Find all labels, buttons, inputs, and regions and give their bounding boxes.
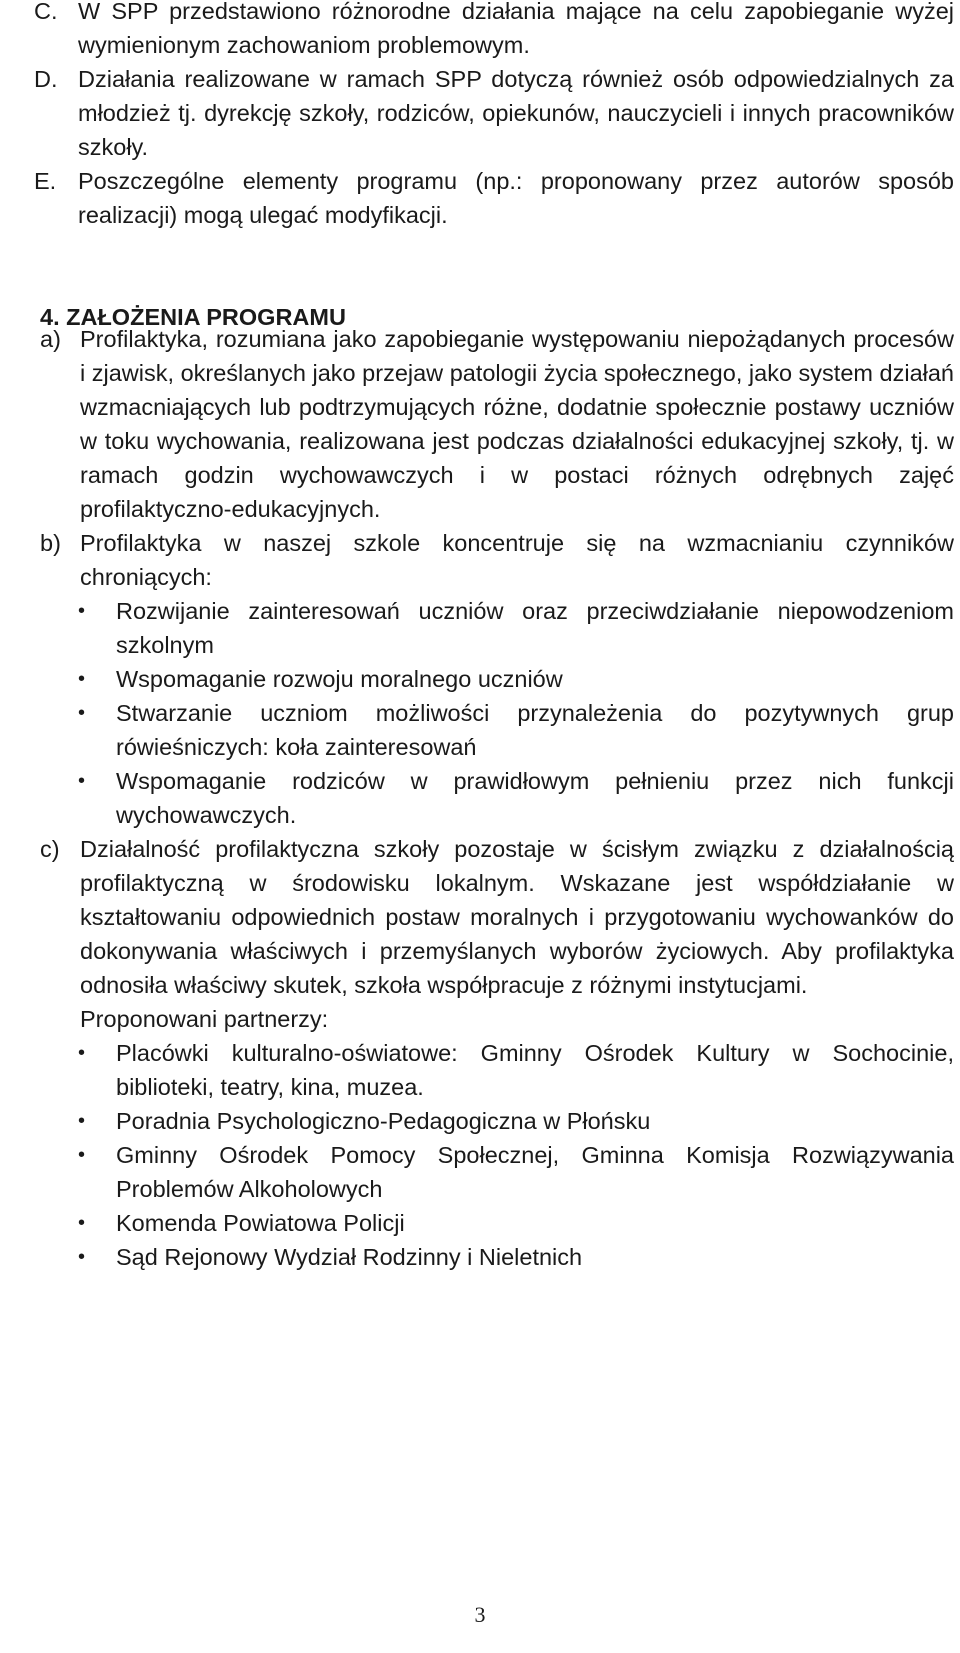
list-item xyxy=(40,1138,954,1206)
upper-list xyxy=(34,0,954,232)
protective-factors-list xyxy=(40,594,954,832)
partners-label: Proponowani partnerzy: xyxy=(80,1006,329,1032)
list-item xyxy=(40,764,954,832)
bullet-text: Wspomaganie rodziców w prawidłowym pełnieniu przez nich funkcji wychowawczych. xyxy=(116,768,954,828)
list-text: Poszczególne elementy programu (np.: proponowany przez autorów sposób realizacji) mogą ulegać modyfikacji. xyxy=(78,168,954,228)
subsection-a xyxy=(40,322,954,526)
bullet-icon: • xyxy=(78,1212,86,1234)
bullet-icon: • xyxy=(78,770,86,792)
subsection-label: c) xyxy=(40,836,60,862)
subsection-b xyxy=(40,526,954,594)
subsection-b-content xyxy=(80,526,954,594)
bullet-icon: • xyxy=(78,1042,86,1064)
list-item-d xyxy=(34,62,954,164)
list-label: C. xyxy=(34,0,58,24)
list-item-e xyxy=(34,164,954,232)
bullet-text: Sąd Rejonowy Wydział Rodzinny i Nieletnich xyxy=(116,1244,583,1270)
section-body xyxy=(40,322,954,1274)
page-number: 3 xyxy=(474,1602,486,1627)
bullet-text: Rozwijanie zainteresowań uczniów oraz przeciwdziałanie niepowodzeniom szkolnym xyxy=(116,598,954,658)
subsection-text: Profilaktyka, rozumiana jako zapobieganie występowaniu niepożądanych procesów i zjawisk, określanych jako przejaw patologii życia społecznego, jako system działań wzmacniających lub podtrzymujących różne, dodatnie społecznie postawy uczniów w toku wychowania, realizowana jest podczas działalności edukacyjnej szkoły, tj. w ramach godzin wychowawczych i w postaci różnych odrębnych zajęć profilaktyczno-edukacyjnych. xyxy=(80,326,954,522)
list-item-c xyxy=(34,0,954,62)
bullet-icon: • xyxy=(78,702,86,724)
list-item xyxy=(40,1036,954,1104)
bullet-icon: • xyxy=(78,1110,86,1132)
bullet-text: Gminny Ośrodek Pomocy Społecznej, Gminna Komisja Rozwiązywania Problemów Alkoholowych xyxy=(116,1142,954,1202)
partners-list xyxy=(40,1036,954,1274)
subsection-text: Profilaktyka w naszej szkole koncentruje się na wzmacnianiu czynników chroniących: xyxy=(80,530,954,590)
bullet-text: Komenda Powiatowa Policji xyxy=(116,1210,405,1236)
list-label: D. xyxy=(34,66,58,92)
subsection-c-content xyxy=(80,832,954,1036)
subsection-label: a) xyxy=(40,326,61,352)
bullet-icon: • xyxy=(78,600,86,622)
list-item xyxy=(40,1206,954,1240)
list-item xyxy=(40,662,954,696)
subsection-text: Działalność profilaktyczna szkoły pozostaje w ścisłym związku z działalnością profilaktyczną w środowisku lokalnym. Wskazane jest współdziałanie w kształtowaniu odpowiednich postaw moralnych i przygotowaniu wychowanków do dokonywania właściwych i przemyślanych wyborów życiowych. Aby profilaktyka odnosiła właściwy skutek, szkoła współpracuje z różnymi instytucjami. xyxy=(80,836,954,998)
list-label: E. xyxy=(34,168,57,194)
bullet-icon: • xyxy=(78,1144,86,1166)
subsection-label: b) xyxy=(40,530,61,556)
bullet-text: Stwarzanie uczniom możliwości przynależenia do pozytywnych grup rówieśniczych: koła zainteresowań xyxy=(116,700,954,760)
bullet-text: Poradnia Psychologiczno-Pedagogiczna w Płońsku xyxy=(116,1108,651,1134)
list-item xyxy=(40,696,954,764)
bullet-text: Wspomaganie rozwoju moralnego uczniów xyxy=(116,666,563,692)
bullet-icon: • xyxy=(78,1246,86,1268)
list-text: W SPP przedstawiono różnorodne działania mające na celu zapobieganie wyżej wymienionym zachowaniom problemowym. xyxy=(78,0,954,58)
list-item xyxy=(40,1240,954,1274)
subsection-c xyxy=(40,832,954,1036)
list-item xyxy=(40,594,954,662)
bullet-icon: • xyxy=(78,668,86,690)
bullet-text: Placówki kulturalno-oświatowe: Gminny Ośrodek Kultury w Sochocinie, biblioteki, teatry, kina, muzea. xyxy=(116,1040,954,1100)
list-text: Działania realizowane w ramach SPP dotyczą również osób odpowiedzialnych za młodzież tj. dyrekcję szkoły, rodziców, opiekunów, nauczycieli i innych pracowników szkoły. xyxy=(78,66,954,160)
section-heading: 4. ZAŁOŻENIA PROGRAMU xyxy=(40,304,346,330)
list-item xyxy=(40,1104,954,1138)
